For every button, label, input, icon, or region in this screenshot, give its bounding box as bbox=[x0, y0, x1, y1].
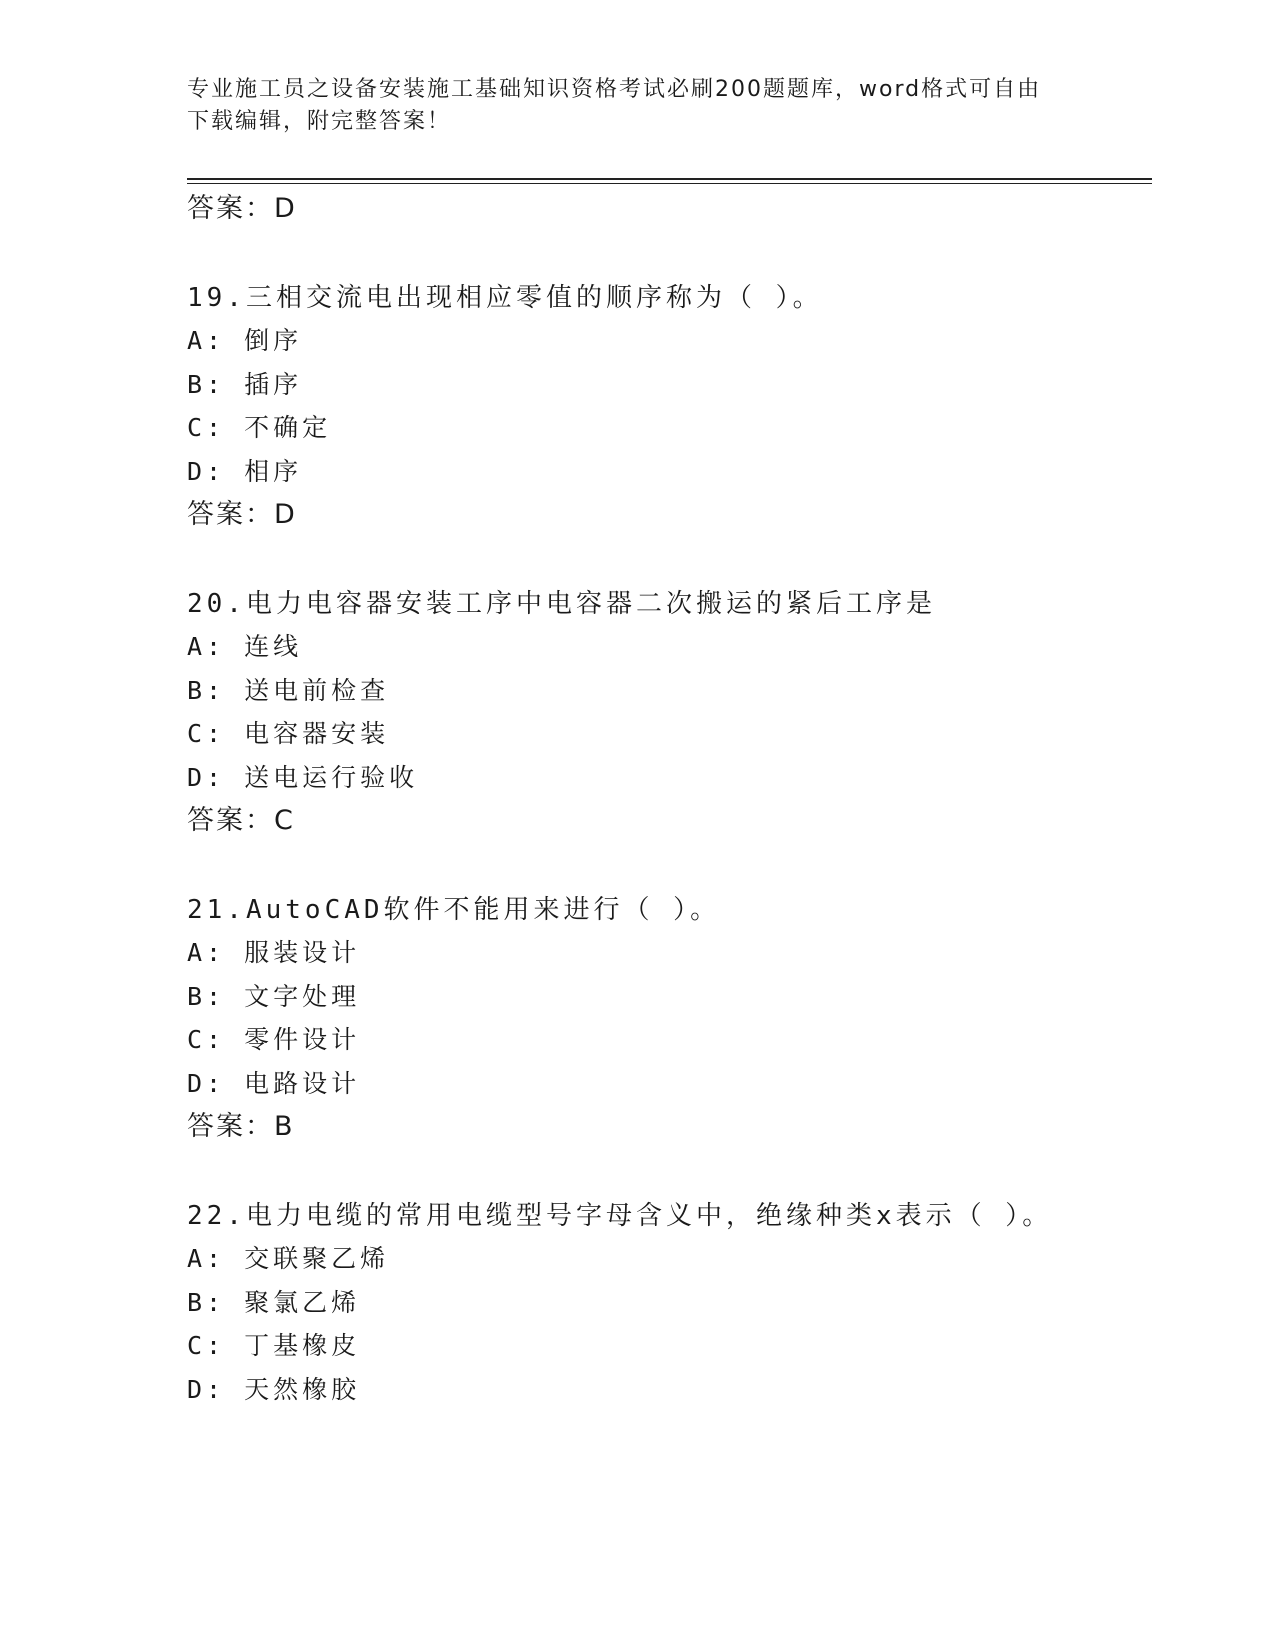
option-d: D: 电路设计 bbox=[187, 1069, 361, 1098]
question-stem: 22.电力电缆的常用电缆型号字母含义中，绝缘种类x表示（ ）。 bbox=[187, 1201, 1053, 1231]
option-a: A: 连线 bbox=[187, 632, 303, 661]
answer-label: 答案：D bbox=[187, 499, 297, 530]
header-line-2: 下载编辑，附完整答案！ bbox=[187, 109, 452, 134]
option-d: D: 天然橡胶 bbox=[187, 1375, 361, 1404]
option-d: D: 相序 bbox=[187, 457, 303, 486]
option-c: C: 电容器安装 bbox=[187, 719, 390, 748]
option-b: B: 送电前检查 bbox=[187, 676, 390, 705]
option-a: A: 交联聚乙烯 bbox=[187, 1244, 390, 1273]
document-header bbox=[187, 74, 1067, 138]
answer-label: 答案：B bbox=[187, 1111, 295, 1142]
option-b: B: 文字处理 bbox=[187, 982, 361, 1011]
option-c: C: 零件设计 bbox=[187, 1025, 361, 1054]
option-b: B: 聚氯乙烯 bbox=[187, 1288, 361, 1317]
option-d: D: 送电运行验收 bbox=[187, 763, 419, 792]
question-stem: 21.AutoCAD软件不能用来进行（ ）。 bbox=[187, 895, 721, 925]
answer-label: 答案：C bbox=[187, 805, 295, 836]
option-c: C: 丁基橡皮 bbox=[187, 1331, 361, 1360]
option-c: C: 不确定 bbox=[187, 413, 332, 442]
question-stem: 20.电力电容器安装工序中电容器二次搬运的紧后工序是 bbox=[187, 589, 936, 619]
header-divider-top bbox=[187, 178, 1152, 180]
option-a: A: 服装设计 bbox=[187, 938, 361, 967]
answer-label: 答案：D bbox=[187, 193, 297, 224]
option-b: B: 插序 bbox=[187, 370, 303, 399]
header-line-1: 专业施工员之设备安装施工基础知识资格考试必刷200题题库，word格式可自由 bbox=[187, 77, 1042, 102]
option-a: A: 倒序 bbox=[187, 326, 303, 355]
question-stem: 19.三相交流电出现相应零值的顺序称为（ ）。 bbox=[187, 283, 823, 313]
header-divider-bottom bbox=[187, 183, 1152, 184]
